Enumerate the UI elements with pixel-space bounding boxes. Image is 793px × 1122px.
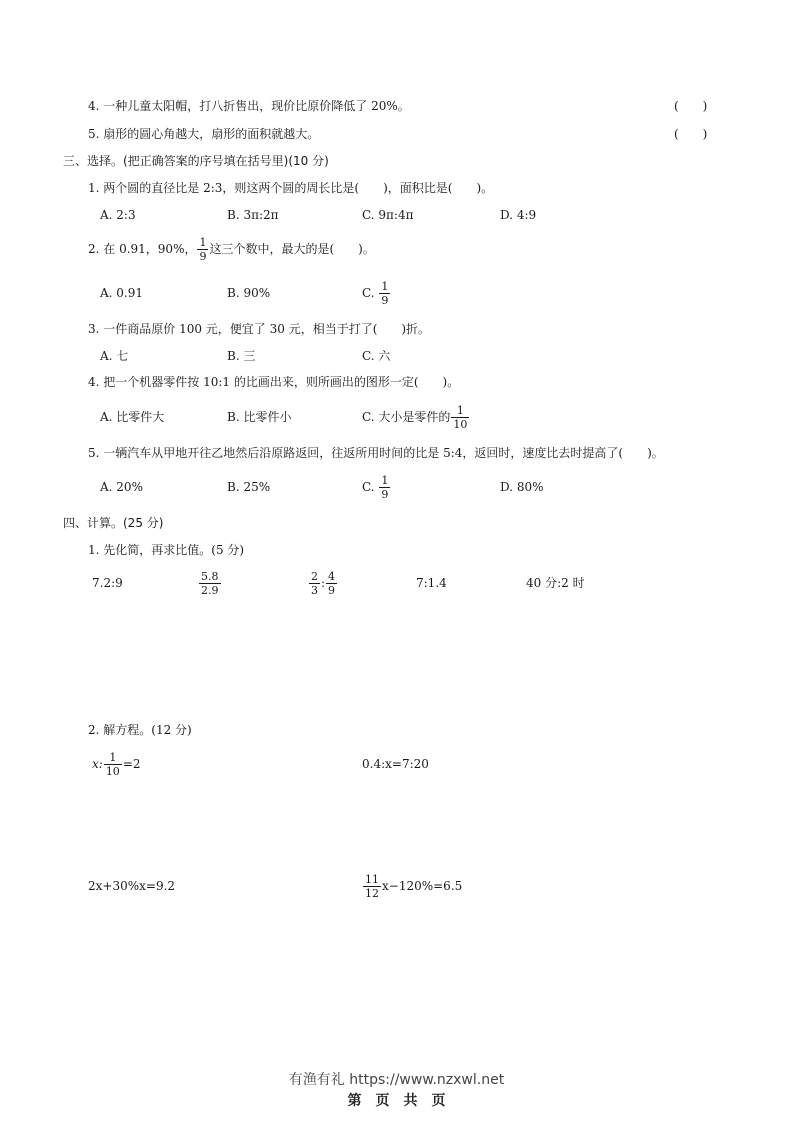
choice-q2-fraction [197, 237, 208, 262]
section-choice-title: 三、选择。(把正确答案的序号填在括号里)(10 分) [63, 154, 329, 168]
calc-expr-5: 40 分:2 时 [526, 576, 585, 590]
judge-q5: 5. 扇形的圆心角越大，扇形的面积就越大。 [88, 127, 320, 141]
choice-q1-option-b[interactable]: B. 3π:2π [227, 208, 279, 222]
fraction-numerator: 1 [199, 236, 207, 249]
calc-part2-title: 2. 解方程。(12 分) [88, 723, 192, 737]
calc-expr-4: 7:1.4 [416, 576, 447, 590]
fraction-numerator: 1 [104, 752, 122, 765]
option-label: C. 大小是零件的 [362, 410, 451, 424]
choice-q1-option-a[interactable]: A. 2:3 [100, 208, 136, 222]
expr-3-fraction-1 [309, 571, 320, 596]
page-number: 第 页 共 页 [347, 1093, 446, 1109]
option-c-fraction [451, 405, 469, 430]
choice-q4-option-a[interactable]: A. 比零件大 [100, 410, 165, 424]
equation-2: 0.4:x=7:20 [362, 757, 429, 771]
choice-q2-post: 这三个数中，最大的是( )。 [209, 242, 375, 256]
option-c-fraction [379, 281, 390, 306]
choice-q4-option-b[interactable]: B. 比零件小 [227, 410, 292, 424]
option-c-fraction [379, 475, 390, 500]
fraction-numerator: 1 [451, 405, 469, 418]
footer-watermark: 有渔有礼 https://www.nzxwl.net [288, 1072, 505, 1088]
choice-q5-option-a[interactable]: A. 20% [100, 480, 143, 494]
calc-part1-title: 1. 先化简，再求比值。(5 分) [88, 543, 245, 557]
expr-3-fraction-2 [326, 571, 337, 596]
choice-q2-option-a[interactable]: A. 0.91 [100, 286, 144, 300]
equation-1-rhs: =2 [122, 757, 141, 771]
fraction-denominator: 9 [381, 488, 389, 501]
choice-q4-option-c[interactable] [362, 400, 470, 434]
fraction-numerator: 1 [381, 474, 389, 487]
equation-1 [92, 747, 141, 781]
equation-4-rest: x−120%=6.5 [382, 879, 463, 893]
fraction-denominator: 9 [328, 584, 336, 597]
judge-q4: 4. 一种儿童太阳帽，打八折售出，现价比原价降低了 20%。 [88, 99, 410, 113]
calc-expr-3 [308, 566, 338, 600]
fraction-numerator: 2 [311, 570, 318, 583]
choice-q5-option-c[interactable] [362, 470, 391, 504]
choice-q3: 3. 一件商品原价 100 元，便宜了 30 元，相当于打了( )折。 [88, 322, 431, 336]
choice-q2-pre: 2. 在 0.91，90%， [88, 242, 197, 256]
choice-q3-option-c[interactable]: C. 六 [362, 349, 391, 363]
fraction-denominator: 10 [453, 418, 468, 431]
choice-q2 [88, 232, 375, 266]
judge-q5-answer-paren[interactable]: ( ) [674, 127, 708, 141]
choice-q1-option-c[interactable]: C. 9π:4π [362, 208, 414, 222]
fraction-numerator: 1 [381, 280, 389, 293]
calc-expr-1: 7.2:9 [92, 576, 123, 590]
fraction-numerator: 11 [365, 873, 379, 886]
option-label: C. [362, 480, 375, 494]
choice-q2-option-b[interactable]: B. 90% [227, 286, 271, 300]
choice-q1-option-d[interactable]: D. 4:9 [500, 208, 537, 222]
expr-2-fraction [199, 571, 221, 596]
ratio-colon: : [321, 576, 326, 590]
choice-q5-option-b[interactable]: B. 25% [227, 480, 271, 494]
equation-3: 2x+30%x=9.2 [88, 879, 176, 893]
choice-q3-option-a[interactable]: A. 七 [100, 349, 129, 363]
calc-expr-2 [198, 566, 222, 600]
fraction-denominator: 3 [311, 584, 318, 597]
section-calc-title: 四、计算。(25 分) [63, 516, 164, 530]
equation-1-lhs: x: [92, 757, 103, 771]
choice-q5-option-d[interactable]: D. 80% [500, 480, 544, 494]
fraction-numerator: 4 [328, 570, 336, 583]
fraction-denominator: 10 [105, 765, 120, 778]
equation-4-fraction [363, 874, 381, 899]
fraction-numerator: 5.8 [201, 570, 219, 583]
fraction-denominator: 9 [199, 250, 207, 263]
equation-4 [362, 869, 462, 903]
equation-1-fraction [104, 752, 122, 777]
fraction-denominator: 2.9 [201, 584, 219, 597]
fraction-denominator: 9 [381, 294, 389, 307]
choice-q2-option-c[interactable] [362, 276, 391, 310]
choice-q3-option-b[interactable]: B. 三 [227, 349, 256, 363]
choice-q4: 4. 把一个机器零件按 10:1 的比画出来，则所画出的图形一定( )。 [88, 375, 460, 389]
judge-q4-answer-paren[interactable]: ( ) [674, 99, 708, 113]
option-label: C. [362, 286, 375, 300]
choice-q5: 5. 一辆汽车从甲地开往乙地然后沿原路返回，往返所用时间的比是 5:4，返回时，速度比去时提高了( )。 [88, 446, 664, 460]
fraction-denominator: 12 [365, 887, 379, 900]
choice-q1: 1. 两个圆的直径比是 2:3，则这两个圆的周长比是( )，面积比是( )。 [88, 181, 494, 195]
